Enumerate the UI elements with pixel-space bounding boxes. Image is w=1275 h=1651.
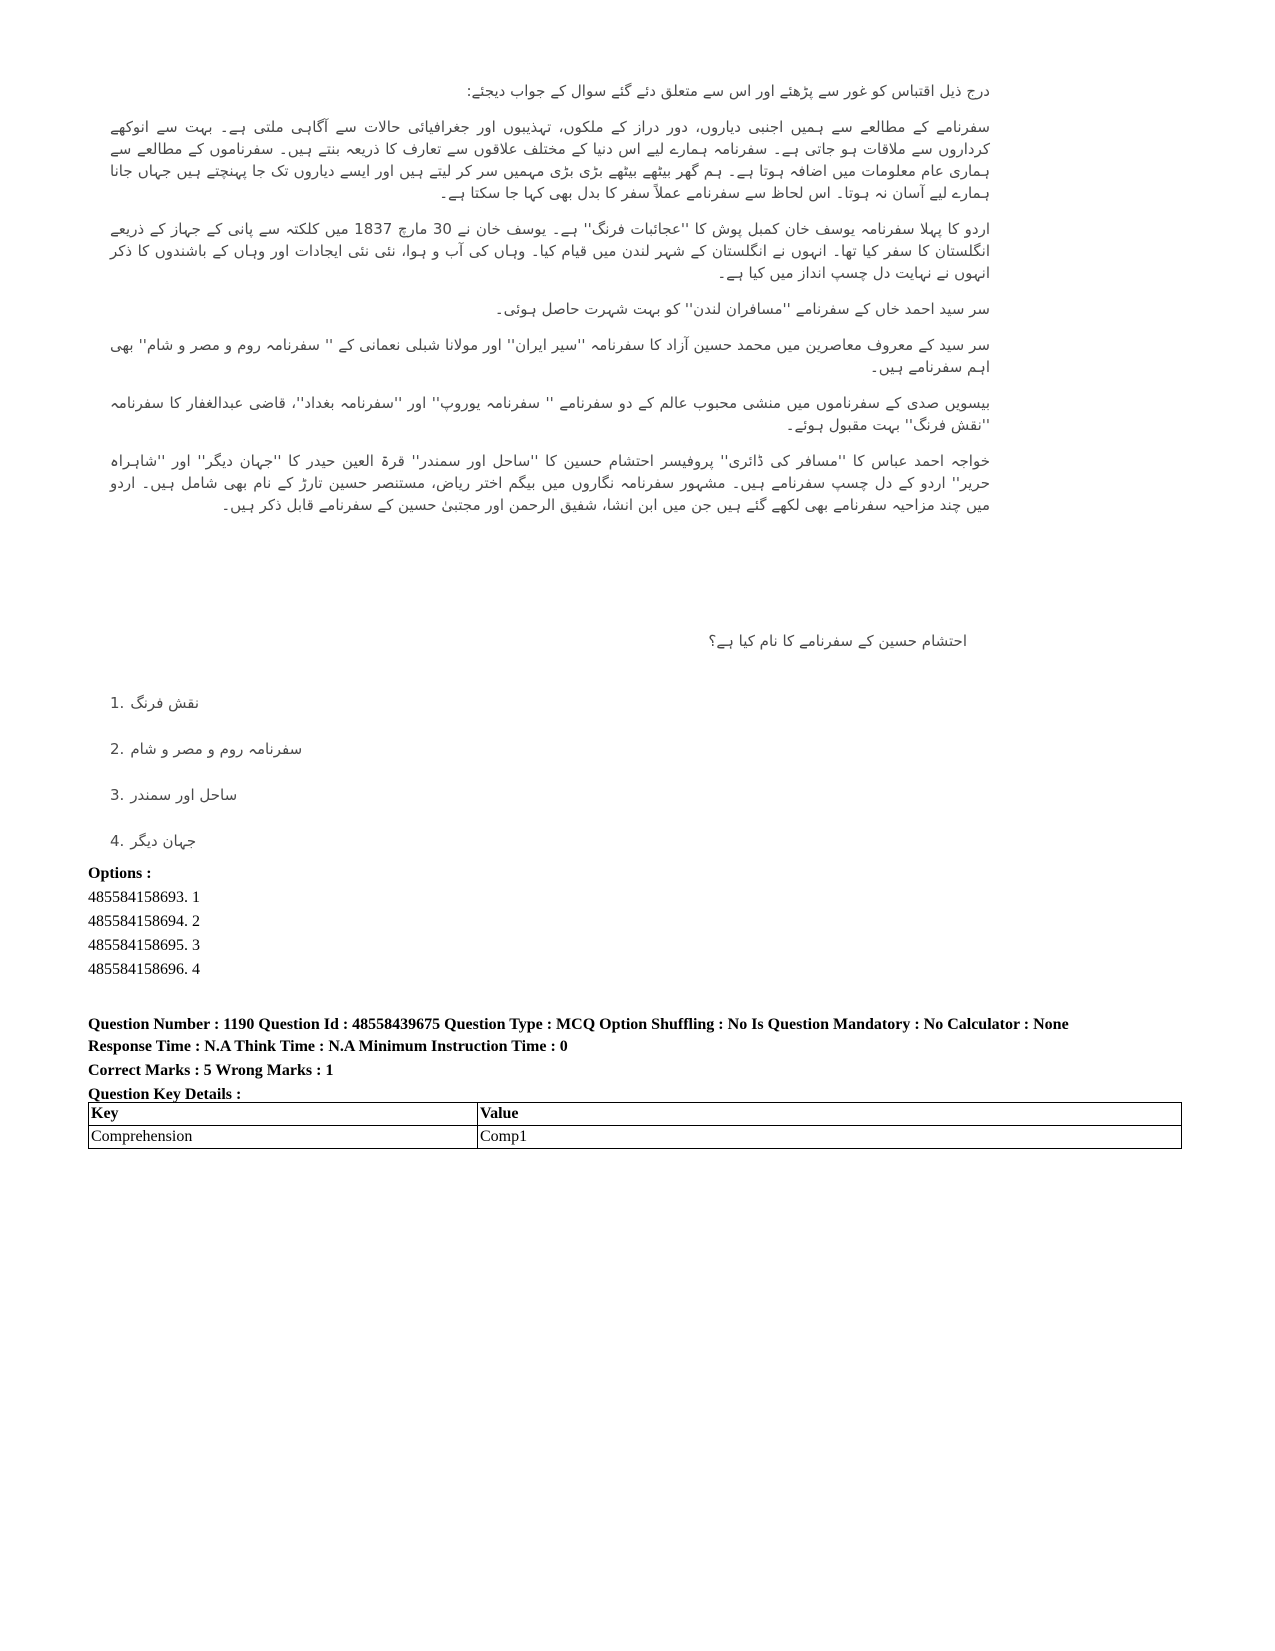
option-id: 485584158694. 2 — [88, 913, 200, 930]
option-id: 485584158696. 4 — [88, 961, 200, 978]
choice-number: 4. — [110, 832, 125, 850]
meta-line-question-info: Question Number : 1190 Question Id : 48558439675 Question Type : MCQ Option Shuffling : No Is Question Mandatory : No Calculator : None — [88, 1016, 1069, 1033]
table-header-value: Value — [478, 1103, 1182, 1126]
question-meta — [88, 1015, 1188, 1105]
table-header-row — [89, 1103, 1182, 1126]
table-row — [89, 1126, 1182, 1149]
option-id: 485584158693. 1 — [88, 889, 200, 906]
passage-instruction: درج ذیل اقتباس کو غور سے پڑھئے اور اس سے متعلق دئے گئے سوال کے جواب دیجئے: — [466, 82, 990, 100]
passage-paragraph: بیسویں صدی کے سفرناموں میں منشی محبوب عالم کے دو سفرنامے '' سفرنامہ یوروپ'' اور ''سفرنامہ بغداد''، قاضی عبدالغفار کا سفرنامہ ''نقش فرنگ'' بہت مقبول ہوئے۔ — [110, 394, 990, 434]
table-header-key: Key — [89, 1103, 478, 1126]
options-block — [88, 862, 200, 982]
choice-number: 1. — [110, 694, 125, 712]
meta-line-timing: Response Time : N.A Think Time : N.A Minimum Instruction Time : 0 — [88, 1038, 568, 1055]
meta-marks: Correct Marks : 5 Wrong Marks : 1 — [88, 1062, 334, 1079]
passage-paragraph: اردو کا پہلا سفرنامہ یوسف خان کمبل پوش کا ''عجائبات فرنگ'' ہے۔ یوسف خان نے 30 مارچ 1837 میں کلکتہ سے پانی کے جہاز کے ذریعے انگلستان کا سفر کیا تھا۔ انہوں نے انگلستان کے شہر لندن میں قیام کیا۔ وہاں کی آب و ہوا، نئی نئی ایجادات اور وہاں کے باشندوں کا ذکر انہوں نے نہایت دل چسپ انداز میں کیا ہے۔ — [110, 220, 990, 282]
choice-number: 3. — [110, 786, 125, 804]
choice-text: نقش فرنگ — [130, 694, 200, 712]
passage-image — [110, 80, 990, 530]
option-id: 485584158695. 3 — [88, 937, 200, 954]
table-cell-value: Comp1 — [478, 1126, 1182, 1149]
passage-paragraph: خواجہ احمد عباس کا ''مسافر کی ڈائری'' پروفیسر احتشام حسین کا ''ساحل اور سمندر'' قرۃ العین حیدر کا ''جہان دیگر'' اور ''شاہراہ حریر'' اردو کے دل چسپ سفرنامے ہیں۔ مشہور سفرنامہ نگاروں میں بیگم اختر ریاض، مستنصر حسین تارڑ کے نام بھی شامل ہیں۔ اردو میں چند مزاحیہ سفرنامے بھی لکھے گئے ہیں جن میں ابن انشا، شفیق الرحمن اور مجتبیٰ حسین کے سفرنامے قابل ذکر ہیں۔ — [110, 452, 990, 514]
table-cell-key: Comprehension — [89, 1126, 478, 1149]
choice-item — [110, 726, 302, 772]
question-stem: احتشام حسین کے سفرنامے کا نام کیا ہے؟ — [708, 632, 967, 650]
choice-item — [110, 680, 302, 726]
choice-list — [110, 680, 302, 864]
passage-paragraph: سر سید کے معروف معاصرین میں محمد حسین آزاد کا سفرنامہ ''سیر ایران'' اور مولانا شبلی نعمانی کے '' سفرنامہ روم و مصر و شام'' بھی اہم سفرنامے ہیں۔ — [110, 336, 990, 376]
choice-text: ساحل اور سمندر — [130, 786, 238, 804]
choice-text: سفرنامہ روم و مصر و شام — [130, 740, 303, 758]
choice-item — [110, 772, 302, 818]
options-label: Options : — [88, 865, 152, 882]
choice-number: 2. — [110, 740, 125, 758]
choice-text: جہان دیگر — [130, 832, 197, 850]
key-details-heading: Question Key Details : — [88, 1086, 242, 1103]
passage-paragraph: سفرنامے کے مطالعے سے ہمیں اجنبی دیاروں، دور دراز کے ملکوں، تہذیبوں اور جغرافیائی حالات سے آگاہی ملتی ہے۔ بہت سے انوکھے کرداروں سے ملاقات ہو جاتی ہے۔ سفرنامہ ہمارے لیے اس دنیا کے مختلف علاقوں سے تعارف کا ذریعہ بنتے ہیں۔ سفرناموں کے مطالعے سے ہماری عام معلومات میں اضافہ ہوتا ہے۔ ہم گھر بیٹھے بیٹھے بڑی بڑی مہمیں سر کر لیتے ہیں اور ایسے دیاروں تک جا پہنچتے ہیں جہاں جانا ہمارے لیے آسان نہ ہوتا۔ اس لحاظ سے سفرنامے عملاً سفر کا بدل بھی کہا جا سکتا ہے۔ — [110, 118, 990, 202]
choice-item — [110, 818, 302, 864]
key-details-table — [88, 1102, 1182, 1149]
passage-paragraph: سر سید احمد خاں کے سفرنامے ''مسافران لندن'' کو بہت شہرت حاصل ہوئی۔ — [494, 300, 990, 318]
